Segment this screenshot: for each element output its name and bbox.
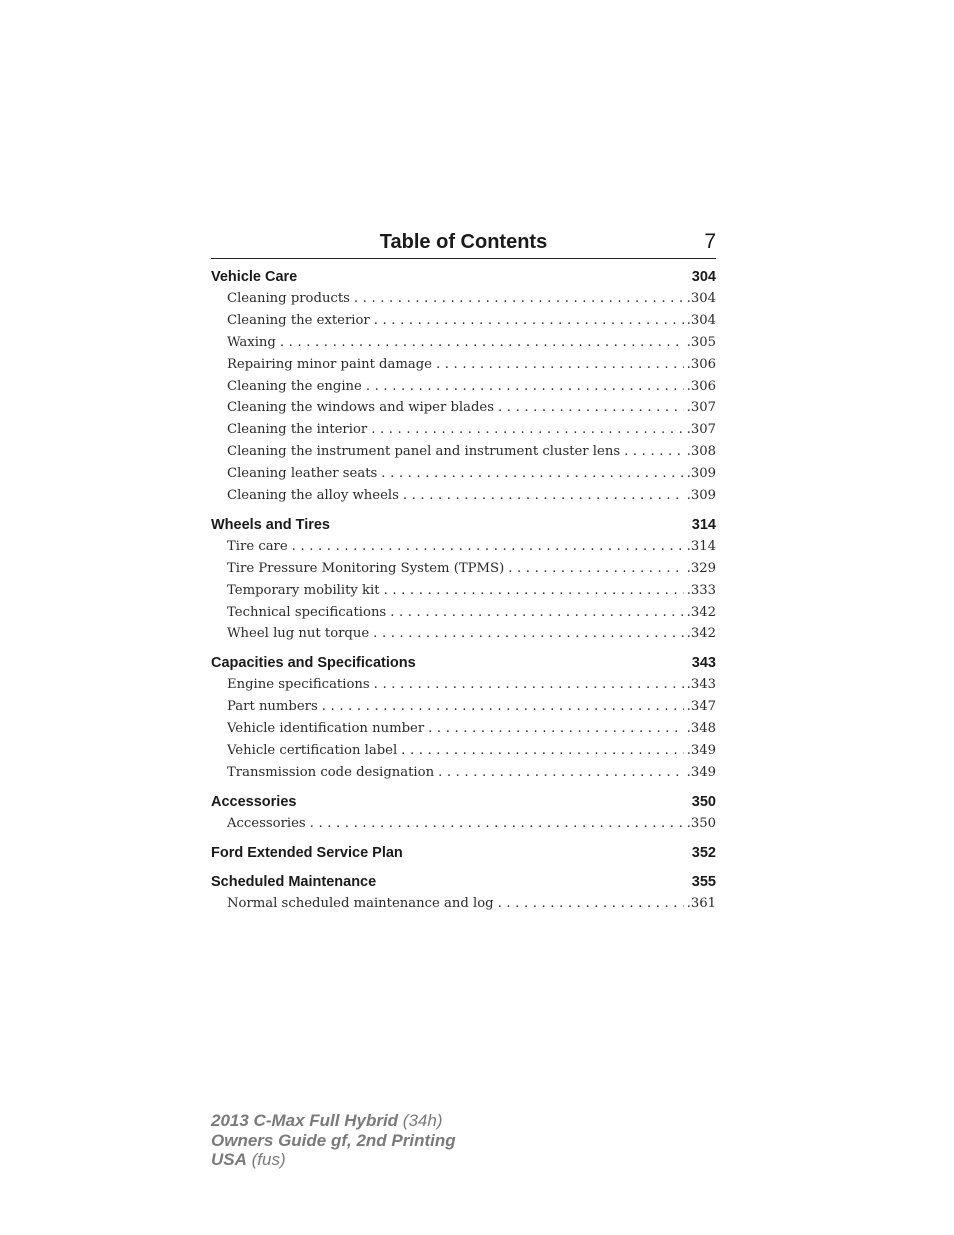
section-title: Wheels and Tires [211, 516, 330, 533]
entry-label: Temporary mobility kit [227, 582, 380, 598]
toc-entry[interactable] [211, 893, 716, 915]
dot-leader [381, 463, 683, 485]
toc-entry[interactable] [211, 376, 716, 398]
entry-label: Transmission code designation [227, 764, 435, 780]
entry-page: .347 [686, 699, 716, 715]
dot-leader [292, 536, 684, 558]
dot-leader [322, 696, 684, 718]
entry-label: Tire Pressure Monitoring System (TPMS) [227, 560, 505, 576]
entry-label: Engine specifications [227, 677, 370, 693]
toc-entry[interactable] [211, 740, 716, 762]
section-title: Vehicle Care [211, 269, 298, 285]
entry-page: .309 [686, 466, 716, 482]
dot-leader [373, 623, 683, 645]
dot-leader [438, 762, 684, 784]
entry-label: Vehicle identification number [227, 721, 425, 737]
toc-entry[interactable] [211, 602, 716, 624]
toc-section-heading[interactable] [211, 652, 716, 674]
entry-page: .309 [686, 488, 716, 504]
toc-section [211, 871, 716, 915]
entry-page: .333 [686, 582, 716, 598]
dot-leader [310, 813, 684, 835]
entry-page: .361 [686, 895, 716, 911]
entry-page: .314 [686, 538, 716, 554]
entry-label: Technical specifications [227, 604, 387, 620]
entry-label: Repairing minor paint damage [227, 356, 432, 372]
entry-page: .305 [686, 334, 716, 350]
dot-leader [436, 354, 684, 376]
entry-page: .348 [686, 721, 716, 737]
toc-entry[interactable] [211, 354, 716, 376]
dot-leader [624, 441, 684, 463]
toc-entry[interactable] [211, 558, 716, 580]
section-page: 350 [691, 793, 716, 810]
dot-leader [366, 376, 684, 398]
toc-entry[interactable] [211, 397, 716, 419]
entry-page: .349 [686, 764, 716, 780]
entry-page: .342 [686, 626, 716, 642]
section-title: Scheduled Maintenance [211, 873, 377, 890]
toc-section-heading[interactable] [211, 842, 716, 864]
toc-entry[interactable] [211, 623, 716, 645]
dot-leader [280, 332, 684, 354]
page-number: 7 [704, 230, 716, 253]
toc-section [211, 842, 716, 864]
toc-section [211, 652, 716, 783]
entry-page: .342 [686, 604, 716, 620]
toc-entry[interactable] [211, 718, 716, 740]
section-page: 352 [691, 844, 716, 861]
dot-leader [371, 419, 683, 441]
entry-label: Cleaning the windows and wiper blades [227, 400, 495, 416]
entry-page: .306 [686, 378, 716, 394]
dot-leader [401, 740, 683, 762]
toc-entry[interactable] [211, 419, 716, 441]
section-title: Accessories [211, 793, 297, 810]
section-title: Capacities and Specifications [211, 655, 416, 672]
dot-leader [498, 893, 684, 915]
entry-label: Vehicle certification label [227, 743, 398, 759]
entry-page: .349 [686, 743, 716, 759]
dot-leader [498, 397, 684, 419]
section-title: Ford Extended Service Plan [211, 844, 403, 861]
entry-page: .307 [686, 400, 716, 416]
toc-section-heading[interactable] [211, 266, 716, 288]
footer-line-guide: Owners Guide gf, 2nd Printing [211, 1130, 456, 1150]
dot-leader [384, 580, 684, 602]
dot-leader [374, 310, 684, 332]
entry-page: .304 [686, 291, 716, 306]
dot-leader [374, 674, 684, 696]
entry-label: Cleaning the interior [227, 422, 368, 438]
entry-page: .329 [686, 560, 716, 576]
toc-entry[interactable] [211, 536, 716, 558]
footer-line-market: USA (fus) [211, 1150, 286, 1169]
entry-label: Accessories [227, 815, 306, 831]
entry-label: Cleaning the alloy wheels [227, 488, 399, 504]
toc-entry[interactable] [211, 288, 716, 310]
entry-label: Normal scheduled maintenance and log [227, 895, 494, 911]
entry-page: .343 [686, 677, 716, 693]
entry-label: Cleaning the exterior [227, 312, 370, 328]
toc-entry[interactable] [211, 485, 716, 507]
entry-label: Wheel lug nut torque [227, 626, 370, 642]
entry-page: .307 [686, 422, 716, 438]
toc-entry[interactable] [211, 441, 716, 463]
toc-entry[interactable] [211, 310, 716, 332]
entry-label: Part numbers [227, 699, 318, 715]
section-page: 314 [691, 516, 716, 533]
table-of-contents [211, 266, 716, 922]
entry-label: Cleaning leather seats [227, 466, 378, 482]
toc-section [211, 791, 716, 835]
dot-leader [428, 718, 683, 740]
entry-label: Waxing [227, 334, 276, 350]
toc-entry[interactable] [211, 674, 716, 696]
toc-entry[interactable] [211, 332, 716, 354]
toc-entry[interactable] [211, 463, 716, 485]
entry-page: .306 [686, 356, 716, 372]
dot-leader [390, 602, 683, 624]
toc-entry[interactable] [211, 696, 716, 718]
toc-entry[interactable] [211, 762, 716, 784]
page-header [211, 226, 716, 259]
section-page: 304 [691, 269, 716, 285]
toc-section [211, 514, 716, 645]
entry-label: Tire care [227, 538, 288, 554]
toc-section-heading[interactable] [211, 514, 716, 536]
toc-section [211, 266, 716, 507]
page-title: Table of Contents [379, 231, 548, 253]
dot-leader [403, 485, 684, 507]
section-page: 343 [691, 655, 716, 672]
document-footer [211, 1111, 456, 1170]
entry-label: Cleaning the instrument panel and instrument cluster lens [227, 444, 621, 460]
entry-page: .350 [686, 815, 716, 831]
entry-label: Cleaning the engine [227, 378, 362, 394]
toc-entry[interactable] [211, 813, 716, 835]
section-page: 355 [691, 873, 716, 890]
dot-leader [508, 558, 683, 580]
dot-leader [354, 288, 684, 310]
entry-page: .308 [686, 444, 716, 460]
toc-entry[interactable] [211, 580, 716, 602]
toc-section-heading[interactable] [211, 871, 716, 893]
entry-label: Cleaning products [227, 291, 350, 306]
toc-section-heading[interactable] [211, 791, 716, 813]
footer-line-model: 2013 C-Max Full Hybrid (34h) [211, 1111, 443, 1130]
entry-page: .304 [686, 312, 716, 328]
